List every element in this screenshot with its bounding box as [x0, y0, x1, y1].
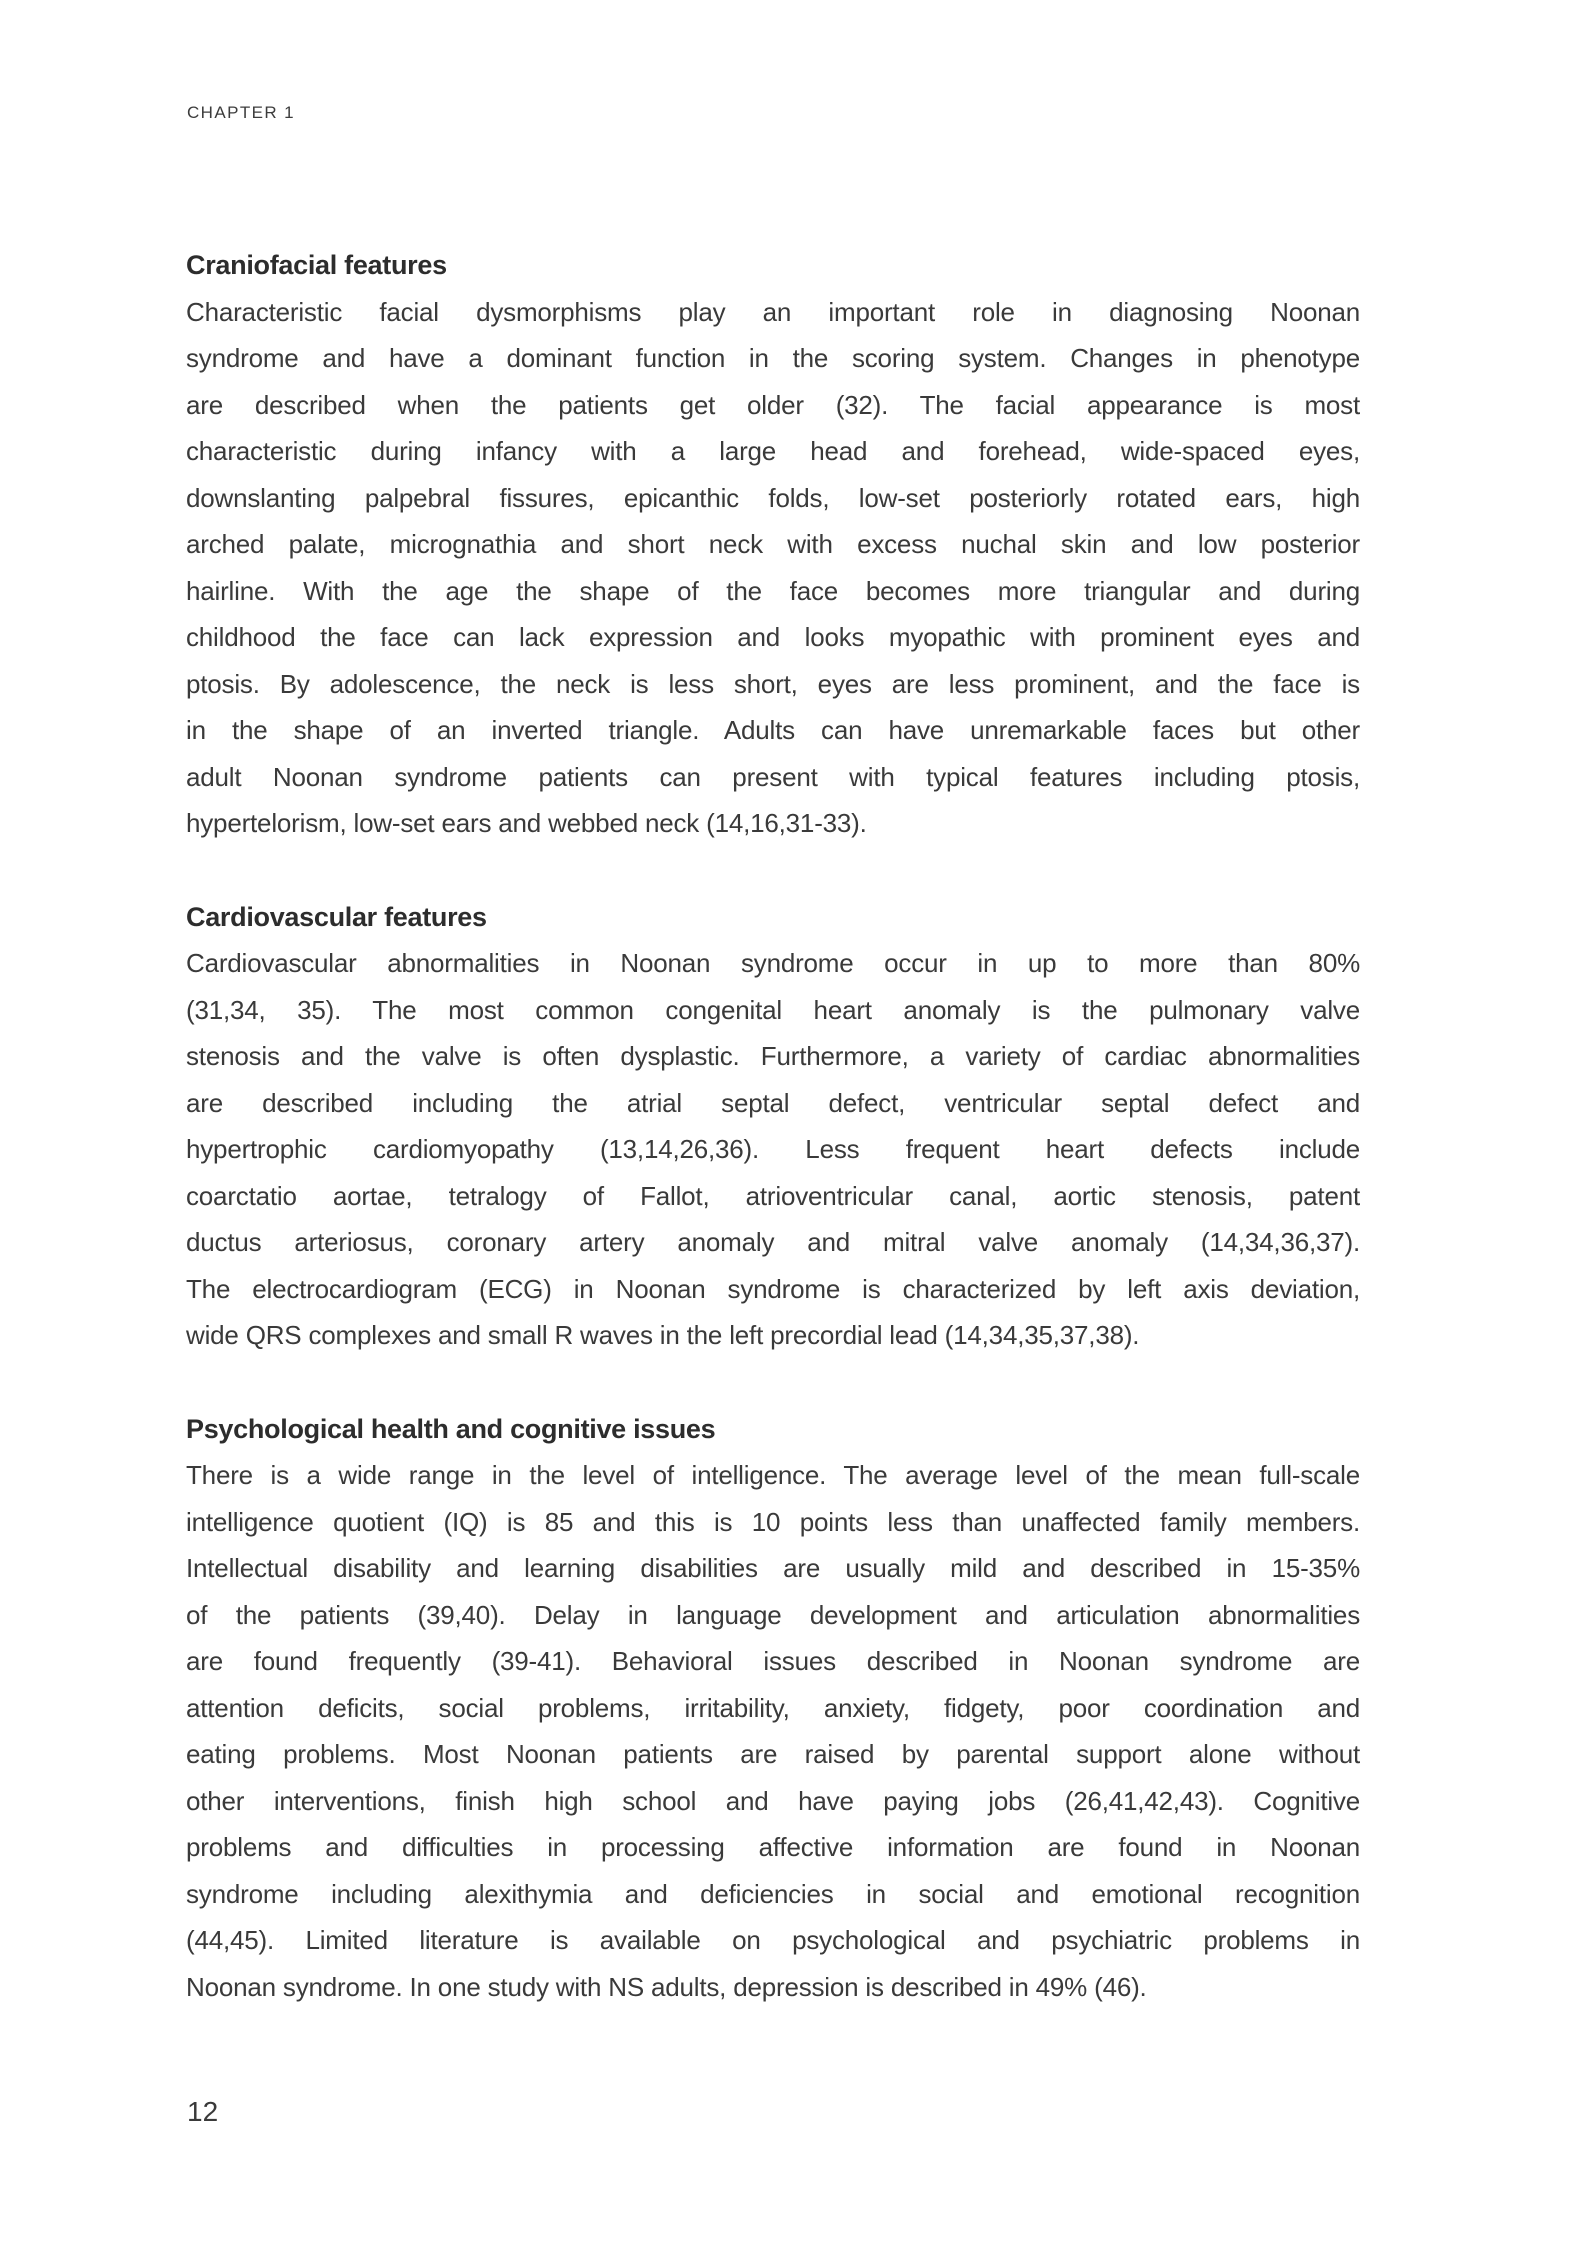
chapter-label: CHAPTER 1 [187, 103, 296, 122]
text-line: adult Noonan syndrome patients can present with typical features including ptosis, [186, 761, 1360, 792]
text-line: There is a wide range in the level of intelligence. The average level of the mean full-scale [186, 1460, 1360, 1490]
section-heading: Craniofacial features [186, 250, 447, 280]
text-line: other interventions, finish high school and have paying jobs (26,41,42,43). Cognitive [186, 1785, 1360, 1816]
text-line: wide QRS complexes and small R waves in the left precordial lead (14,34,35,37,38). [186, 1320, 1140, 1350]
section-cardiovascular-features [186, 894, 1360, 1359]
text-line: are described including the atrial septal defect, ventricular septal defect and [186, 1087, 1360, 1118]
text-line: are found frequently (39-41). Behavioral issues described in Noonan syndrome are [186, 1646, 1360, 1676]
text-line: Noonan syndrome. In one study with NS adults, depression is described in 49% (46). [186, 1971, 1147, 2002]
text-line: (31,34, 35). The most common congenital heart anomaly is the pulmonary valve [186, 994, 1360, 1025]
text-line: downslanting palpebral fissures, epicanthic folds, low-set posteriorly rotated ears, high [186, 482, 1360, 513]
section-craniofacial-features [186, 242, 1360, 847]
text-line: Characteristic facial dysmorphisms play an important role in diagnosing Noonan [186, 296, 1360, 327]
text-line: childhood the face can lack expression and looks myopathic with prominent eyes and [186, 622, 1360, 652]
text-line: eating problems. Most Noonan patients are raised by parental support alone without [186, 1739, 1360, 1769]
text-line: hypertelorism, low-set ears and webbed neck (14,16,31-33). [186, 808, 867, 838]
text-line: hairline. With the age the shape of the face becomes more triangular and during [186, 575, 1360, 606]
section-heading: Cardiovascular features [186, 901, 487, 932]
page-content [186, 242, 1360, 2010]
text-line: syndrome including alexithymia and deficiencies in social and emotional recognition [186, 1878, 1360, 1909]
text-line: are described when the patients get older (32). The facial appearance is most [186, 389, 1360, 420]
text-line: stenosis and the valve is often dysplastic. Furthermore, a variety of cardiac abnormalities [186, 1041, 1360, 1071]
text-line: Intellectual disability and learning disabilities are usually mild and described in 15-35% [186, 1553, 1360, 1583]
text-line: attention deficits, social problems, irritability, anxiety, fidgety, poor coordination and [186, 1692, 1360, 1723]
text-line: arched palate, micrognathia and short neck with excess nuchal skin and low posterior [186, 529, 1360, 559]
page-number: 12 [187, 2096, 219, 2127]
text-line: problems and difficulties in processing affective information are found in Noonan [186, 1832, 1360, 1862]
section-heading: Psychological health and cognitive issues [186, 1413, 716, 1444]
section-psychological-health [186, 1406, 1360, 2011]
text-line: in the shape of an inverted triangle. Adults can have unremarkable faces but other [186, 715, 1360, 745]
text-line: coarctatio aortae, tetralogy of Fallot, atrioventricular canal, aortic stenosis, patent [186, 1180, 1360, 1211]
text-line: hypertrophic cardiomyopathy (13,14,26,36). Less frequent heart defects include [186, 1134, 1360, 1164]
text-line: ptosis. By adolescence, the neck is less short, eyes are less prominent, and the face is [186, 668, 1360, 699]
text-line: characteristic during infancy with a large head and forehead, wide-spaced eyes, [186, 436, 1360, 466]
text-line: The electrocardiogram (ECG) in Noonan syndrome is characterized by left axis deviation, [186, 1273, 1360, 1304]
text-line: intelligence quotient (IQ) is 85 and this is 10 points less than unaffected family members. [186, 1506, 1360, 1537]
text-line: ductus arteriosus, coronary artery anomaly and mitral valve anomaly (14,34,36,37). [186, 1227, 1360, 1257]
text-line: Cardiovascular abnormalities in Noonan syndrome occur in up to more than 80% [186, 948, 1360, 978]
text-line: of the patients (39,40). Delay in language development and articulation abnormalities [186, 1599, 1360, 1630]
text-line: syndrome and have a dominant function in the scoring system. Changes in phenotype [186, 343, 1360, 373]
text-line: (44,45). Limited literature is available on psychological and psychiatric problems in [186, 1925, 1360, 1955]
